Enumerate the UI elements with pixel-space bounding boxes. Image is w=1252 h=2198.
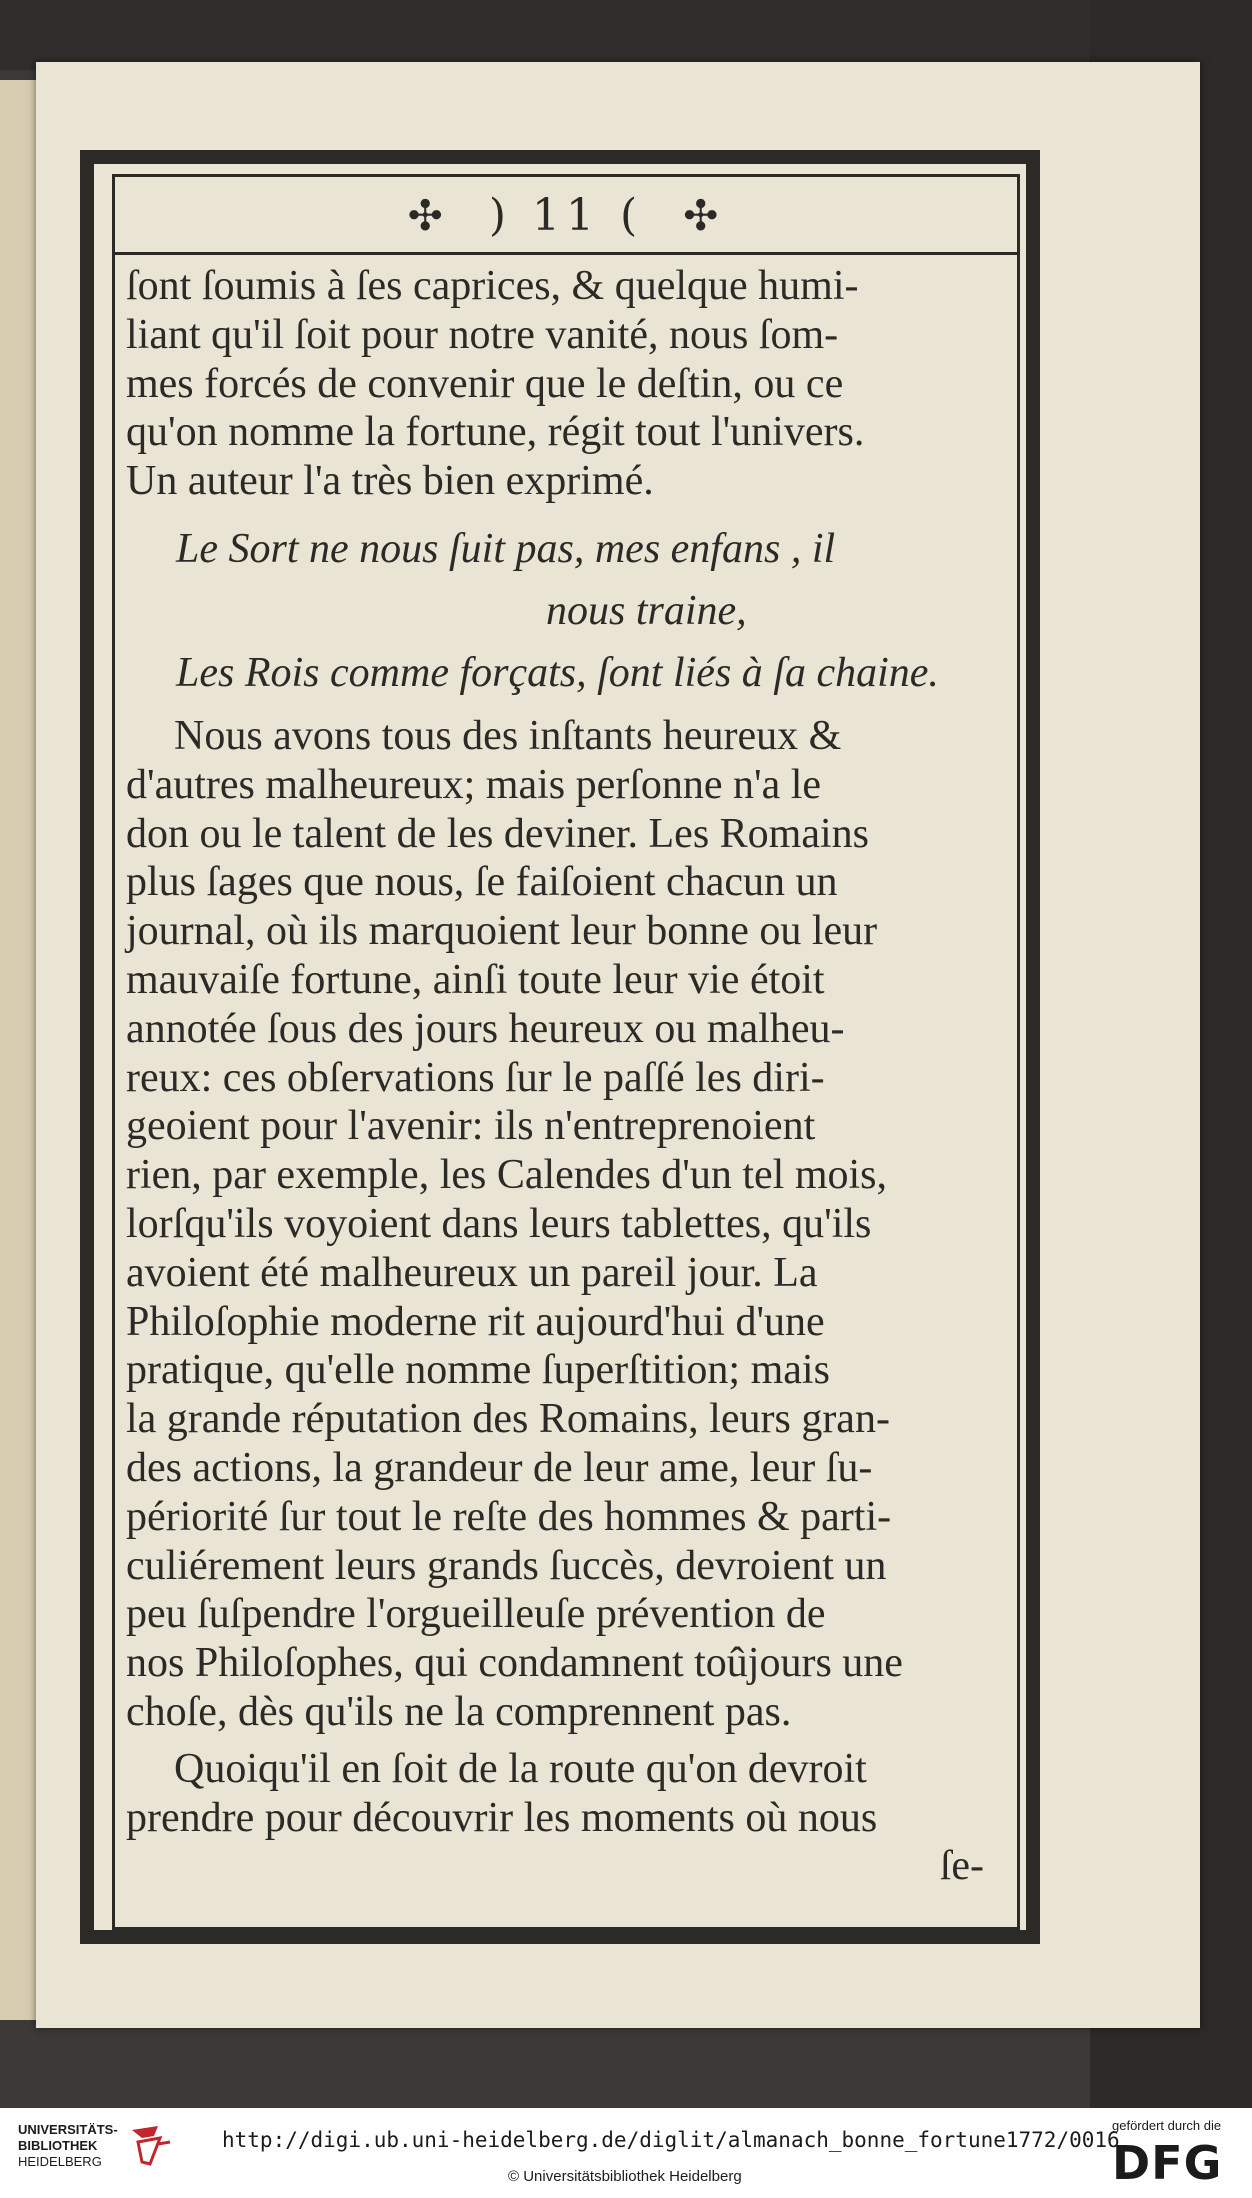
text-line: nos Philoſophes, qui condamnent toûjours une [126, 1640, 903, 1687]
catchword: ſe- [939, 1843, 984, 1890]
text-line: qu'on nomme la fortune, régit tout l'univers. [126, 409, 865, 456]
text-line: Un auteur l'a très bien exprimé. [126, 458, 654, 505]
ornament-left-icon: ✣ [407, 191, 449, 240]
scan-top-edge [0, 0, 1252, 70]
verse-quote [126, 518, 1014, 704]
text-line: pratique, qu'elle nomme ſuperſtition; mais [126, 1347, 830, 1394]
funding-label: gefördert durch die [1112, 2118, 1222, 2133]
page-number: ) 11 ( [488, 190, 644, 241]
text-line: des actions, la grandeur de leur ame, leur ſu- [126, 1444, 873, 1491]
text-line: Nous avons tous des inſtants heureux & [174, 712, 842, 759]
text-line: peu ſuſpendre l'orgueilleuſe prévention de [126, 1591, 826, 1638]
text-line: d'autres malheureux; mais perſonne n'a le [126, 761, 822, 808]
text-line: ſont ſoumis à ſes caprices, & quelque humi- [126, 263, 859, 309]
verse-line: nous traine, [546, 587, 747, 634]
library-name-line: UNIVERSITÄTS- [18, 2122, 118, 2137]
viewer-footer [0, 2108, 1252, 2198]
text-line: liant qu'il ſoit pour notre vanité, nous ſom- [126, 311, 839, 358]
text-line: la grande réputation des Romains, leurs gran- [126, 1396, 890, 1443]
page-text [126, 262, 1014, 1891]
running-head [112, 190, 1020, 250]
text-line: Quoiqu'il en ſoit de la route qu'on devroit [174, 1745, 867, 1792]
library-logo-icon [128, 2122, 174, 2168]
copyright-notice: © Universitätsbibliothek Heidelberg [508, 2168, 742, 2185]
verse-line: Les Rois comme forçats, ſont liés à ſa chaine. [176, 649, 939, 696]
text-line: culiérement leurs grands ſuccès, devroient un [126, 1542, 887, 1589]
paragraph-3 [126, 1745, 1014, 1891]
previous-page-edge [0, 80, 40, 2020]
text-line: journal, où ils marquoient leur bonne ou leur [126, 908, 878, 955]
text-line: mes forcés de convenir que le deſtin, ou ce [126, 360, 844, 407]
library-name-line: HEIDELBERG [18, 2154, 102, 2169]
header-rule [112, 252, 1020, 255]
text-line: Philoſophie moderne rit aujourd'hui d'une [126, 1298, 825, 1345]
text-line: périorité ſur tout le reſte des hommes & parti- [126, 1493, 892, 1540]
page-url-link[interactable]: http://digi.ub.uni-heidelberg.de/diglit/almanach_bonne_fortune1772/0016 [222, 2128, 1120, 2152]
text-line: prendre pour découvrir les moments où nous [126, 1794, 878, 1841]
text-line: don ou le talent de les deviner. Les Romains [126, 810, 869, 857]
text-line: geoient pour l'avenir: ils n'entreprenoient [126, 1103, 816, 1150]
text-line: plus ſages que nous, ſe faiſoient chacun un [126, 859, 838, 906]
text-line: choſe, dès qu'ils ne la comprennent pas. [126, 1688, 792, 1735]
library-name-line: BIBLIOTHEK [18, 2138, 98, 2153]
dfg-logo: DFG [1112, 2136, 1223, 2190]
ornament-right-icon: ✣ [683, 191, 725, 240]
paragraph-1 [126, 262, 1014, 506]
text-line: avoient été malheureux un pareil jour. La [126, 1249, 818, 1296]
text-line: reux: ces obſervations ſur le paſſé les diri- [126, 1054, 825, 1101]
paragraph-2 [126, 712, 1014, 1737]
verse-line: Le Sort ne nous ſuit pas, mes enfans , il [176, 525, 836, 572]
text-line: annotée ſous des jours heureux ou malheu- [126, 1005, 845, 1052]
text-line: rien, par exemple, les Calendes d'un tel mois, [126, 1152, 888, 1199]
text-line: lorſqu'ils voyoient dans leurs tablettes, qu'ils [126, 1200, 872, 1247]
text-line: mauvaiſe fortune, ainſi toute leur vie étoit [126, 956, 825, 1003]
